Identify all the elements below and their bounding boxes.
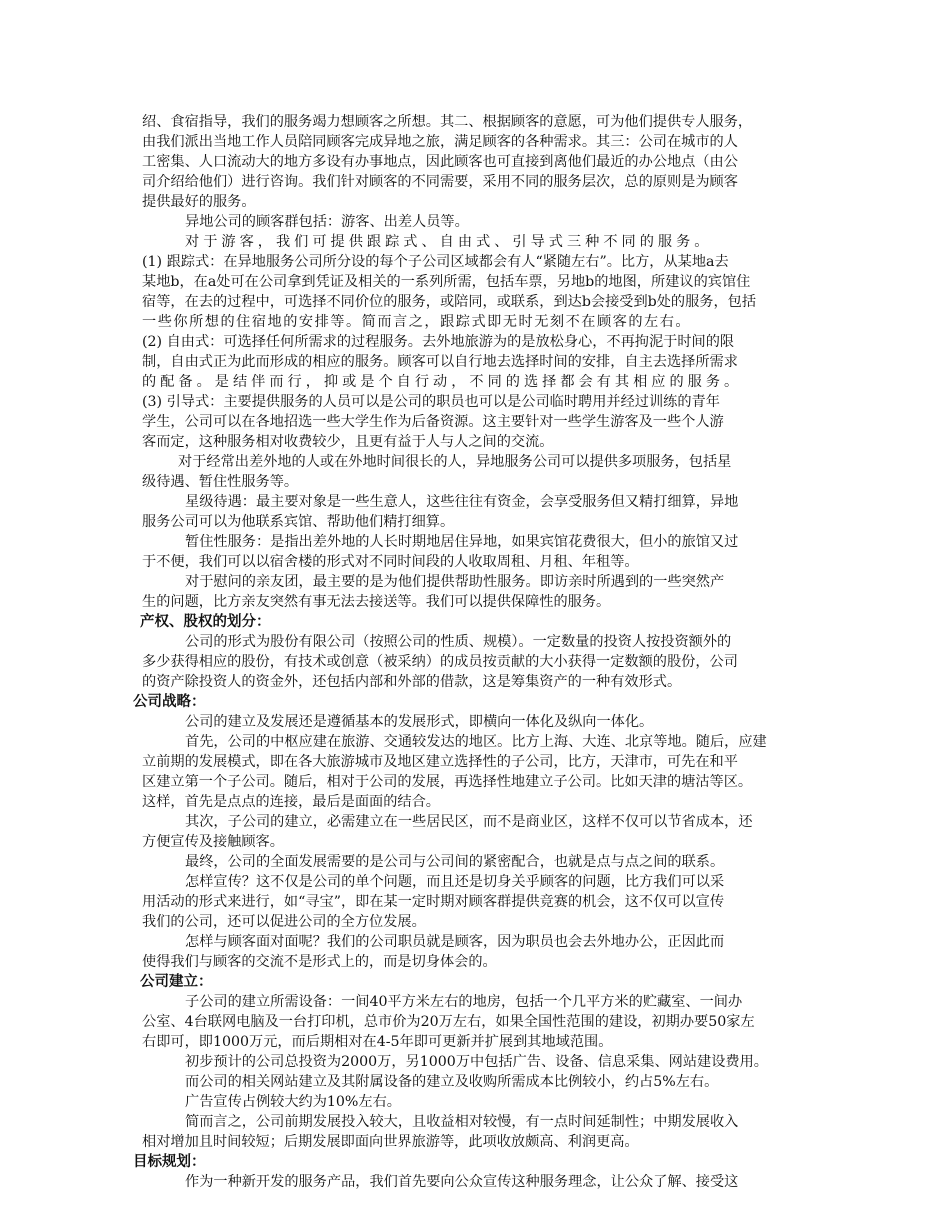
section-heading-equity: 产权、股权的划分： <box>140 614 271 630</box>
text-line: 某地b，在a处可在公司拿到凭证及相关的一系列所需，包括车票，另地b的地图，所建议的宾馆住 <box>142 274 751 290</box>
text-line: 这样，首先是点点的连接，最后是面面的结合。 <box>142 794 440 810</box>
text-line: 宿等，在去的过程中，可选择不同价位的服务，或陪同，或联系，到达b会接受到b处的服务，包括 <box>142 294 757 310</box>
text-line: 制，自由式正为此而形成的相应的服务。顾客可以自行地去选择时间的安排，自主去选择所需求 <box>142 354 738 370</box>
list-item-guided: (3) 引导式：主要提供服务的人员可以是公司的职员也可以是公司临时聘用并经过训练的青年 <box>142 394 720 410</box>
text-line: 一些你所想的住宿地的安排等。简而言之，跟踪式即无时无刻不在顾客的左右。 <box>142 314 692 330</box>
section-heading-goals: 目标规划： <box>133 1154 206 1170</box>
text-line: 作为一种新开发的服务产品，我们首先要向公众宣传这种服务理念，让公众了解、接受这 <box>185 1174 739 1190</box>
text-line: 子公司的建立所需设备：一间40平方米左右的地房，包括一个几平方米的贮藏室、一间办 <box>185 994 743 1010</box>
text-line: 由我们派出当地工作人员陪同顾客完成异地之旅，满足顾客的各种需求。其三：公司在城市的人 <box>142 134 738 150</box>
text-line: 用活动的形式来进行，如“寻宝”，即在某一定时期对顾客群提供竞赛的机会，这不仅可以宣传 <box>142 894 725 910</box>
text-line: 提供最好的服务。 <box>142 194 256 210</box>
list-item-tracking: (1) 跟踪式：在异地服务公司所分设的每个子公司区域都会有人“紧随左右”。比方，从某地a去 <box>142 254 729 270</box>
list-item-free: (2) 自由式：可选择任何所需求的过程服务。去外地旅游为的是放松身心，不再拘泥于时间的限 <box>142 334 735 350</box>
text-line: 级待遇、暂住性服务等。 <box>142 474 299 490</box>
text-line: 公司的建立及发展还是遵循基本的发展形式，即横向一体化及纵向一体化。 <box>185 714 654 730</box>
text-line: 工密集、人口流动大的地方多设有办事地点，因此顾客也可直接到离他们最近的办公地点（由公 <box>142 154 738 170</box>
text-line: 区建立第一个子公司。随后，相对于公司的发展，再选择性地建立子公司。比如天津的塘沽等区。 <box>142 774 753 790</box>
text-line: 右即可，即1000万元，而后期相对在4-5年即可更新并扩展到其地域范围。 <box>142 1034 613 1050</box>
text-line: 最终，公司的全面发展需要的是公司与公司间的紧密配合，也就是点与点之间的联系。 <box>185 854 725 870</box>
text-line: 暂住性服务：是指出差外地的人长时期地居住异地，如果宾馆花费很大，但小的旅馆又过 <box>185 534 739 550</box>
text-line: 异地公司的顾客群包括：游客、出差人员等。 <box>185 214 469 230</box>
text-line: 生的问题，比方亲友突然有事无法去接送等。我们可以提供保障性的服务。 <box>142 594 611 610</box>
text-line: 公司的形式为股份有限公司（按照公司的性质、规模）。一定数量的投资人按投资额外的 <box>185 634 732 650</box>
text-line: 相对增加且时间较短；后期发展即面向世界旅游等，此项收放颇高、利润更高。 <box>142 1134 639 1150</box>
text-line: 多少获得相应的股份，有技术或创意（被采纳）的成员按贡献的大小获得一定数额的股份，公司 <box>142 654 738 670</box>
text-line: 学生，公司可以在各地招选一些大学生作为后备资源。这主要针对一些学生游客及一些个人游 <box>142 414 724 430</box>
text-line: 星级待遇：最主要对象是一些生意人，这些往往有资金，会享受服务但又精打细算，异地 <box>185 494 739 510</box>
text-line: 绍、食宿指导，我们的服务竭力想顾客之所想。其二、根据顾客的意愿，可为他们提供专人服务， <box>142 114 753 130</box>
text-line: 方便宣传及接触顾客。 <box>142 834 284 850</box>
text-line: 初步预计的公司总投资为2000万，另1000万中包括广告、设备、信息采集、网站建设费用。 <box>185 1054 768 1070</box>
text-line: 立前期的发展模式，即在各大旅游城市及地区建立选择性的子公司，比方，天津市，可先在和平 <box>142 754 738 770</box>
section-heading-establishment: 公司建立： <box>140 974 213 990</box>
text-line: 服务公司可以为他联系宾馆、帮助他们精打细算。 <box>142 514 455 530</box>
text-line: 我们的公司，还可以促进公司的全方位发展。 <box>142 914 426 930</box>
text-line: 的配备。是结伴而行，抑或是个自行动，不同的选择都会有其相应的服务。 <box>142 374 743 390</box>
text-line: 于不便，我们可以以宿舍楼的形式对不同时间段的人收取周租、月租、年租等。 <box>142 554 639 570</box>
text-line: 简而言之，公司前期发展投入较大，且收益相对较慢，有一点时间延制性；中期发展收入 <box>185 1114 739 1130</box>
text-line: 对于经常出差外地的人或在外地时间很长的人，异地服务公司可以提供多项服务，包括星 <box>178 454 732 470</box>
text-line: 广告宣传占例较大约为10%左右。 <box>185 1094 401 1110</box>
text-line: 首先，公司的中枢应建在旅游、交通较发达的地区。比方上海、大连、北京等地。随后，应建 <box>185 734 767 750</box>
text-line: 怎样与顾客面对面呢？我们的公司职员就是顾客，因为职员也会去外地办公，正因此而 <box>185 934 725 950</box>
text-line: 而公司的相关网站建立及其附属设备的建立及收购所需成本比例较小，约占5%左右。 <box>185 1074 719 1090</box>
text-line: 的资产除投资人的资金外，还包括内部和外部的借款，这是筹集资产的一种有效形式。 <box>142 674 682 690</box>
text-line: 其次，子公司的建立，必需建立在一些居民区，而不是商业区，这样不仅可以节省成本，还 <box>185 814 753 830</box>
text-line: 客而定，这种服务相对收费较少，且更有益于人与人之间的交流。 <box>142 434 554 450</box>
text-line: 司介绍给他们）进行咨询。我们针对顾客的不同需要，采用不同的服务层次，总的原则是为顾客 <box>142 174 738 190</box>
text-line: 对于游客，我们可提供跟踪式、自由式、引导式三种不同的服务。 <box>185 234 713 250</box>
text-line: 使得我们与顾客的交流不是形式上的，而是切身体会的。 <box>142 954 497 970</box>
text-line: 怎样宣传？这不仅是公司的单个问题，而且还是切身关乎顾客的问题，比方我们可以采 <box>185 874 725 890</box>
section-heading-strategy: 公司战略： <box>133 694 206 710</box>
text-line: 公室、4台联网电脑及一台打印机，总市价为20万左右，如果全国性范围的建设，初期办要50家左 <box>142 1014 755 1030</box>
text-line: 对于慰问的亲友团，最主要的是为他们提供帮助性服务。即访亲时所遇到的一些突然产 <box>185 574 725 590</box>
